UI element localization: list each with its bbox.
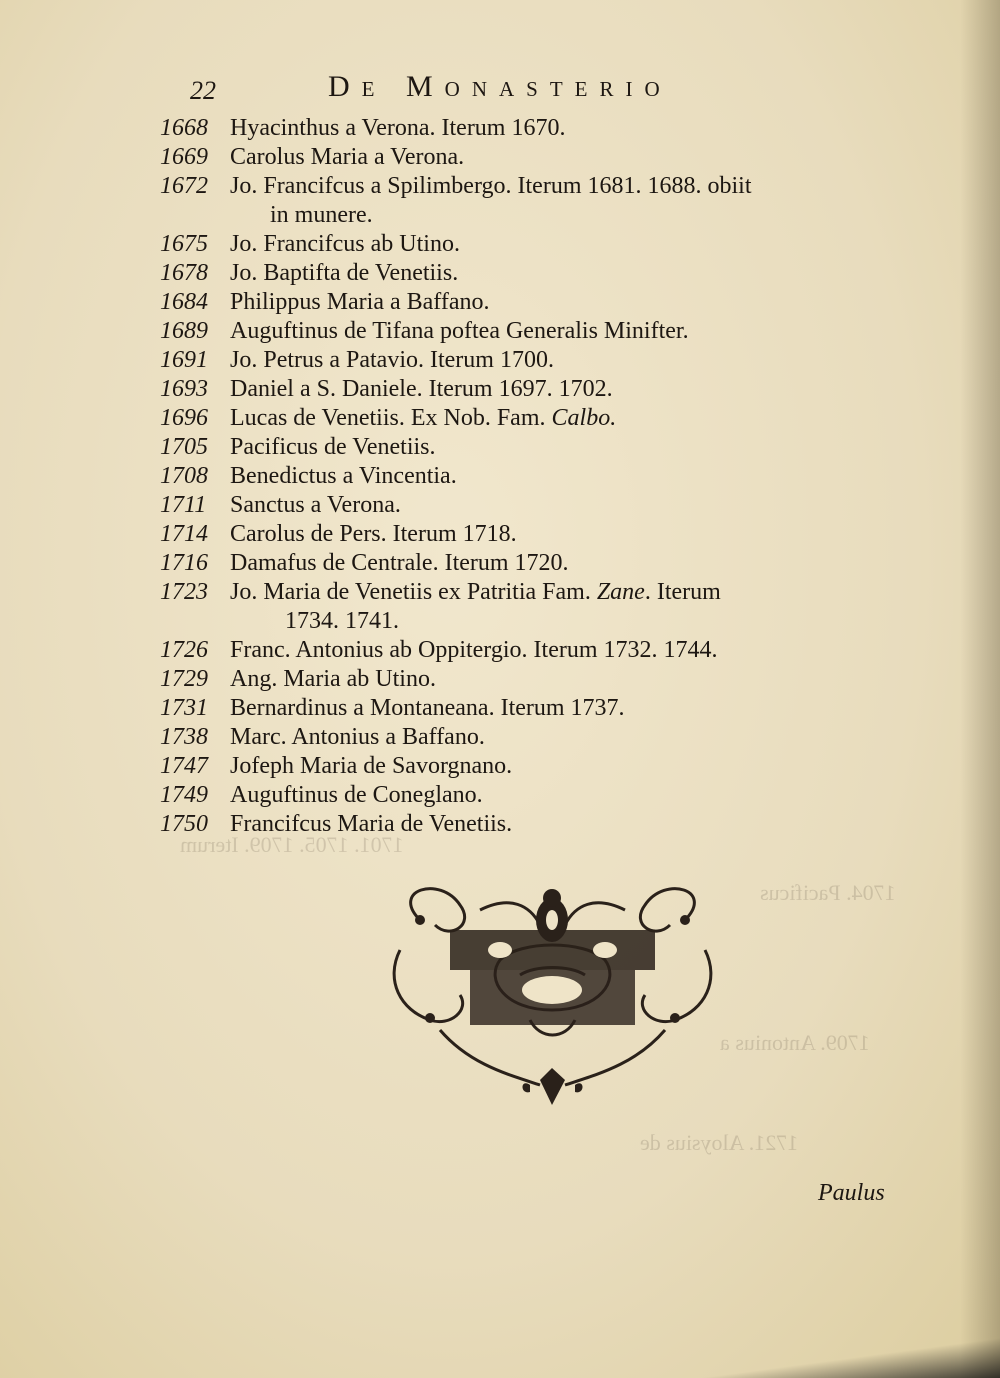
page-edge-shadow <box>960 0 1000 1378</box>
list-item <box>160 723 920 752</box>
entry-text: Jo. Baptifta de Venetiis. <box>230 260 459 286</box>
entry-text: Ang. Maria ab Utino. <box>230 666 436 692</box>
show-through-text: 1704. Pacificus <box>760 880 896 905</box>
entry-text: Bernardinus a Montaneana. Iterum 1737. <box>230 695 625 721</box>
entry-text: Sanctus a Verona. <box>230 492 401 518</box>
tailpiece-ornament <box>380 880 725 1110</box>
list-item <box>160 346 920 375</box>
entry-year: 1731 <box>160 695 208 721</box>
entry-year: 1675 <box>160 231 208 257</box>
entry-continuation: in munere. <box>270 202 373 228</box>
entry-text: Francifcus Maria de Venetiis. <box>230 811 513 837</box>
entry-text <box>230 404 616 433</box>
catchword: Paulus <box>818 1180 885 1206</box>
list-item <box>160 752 920 781</box>
entry-text: Daniel a S. Daniele. Iterum 1697. 1702. <box>230 376 613 402</box>
entry-text-main: Lucas de Venetiis. Ex Nob. Fam. <box>230 405 546 431</box>
entry-year: 1678 <box>160 260 208 286</box>
list-item <box>160 694 920 723</box>
show-through-text: 1721. Aloysius de <box>640 1130 799 1155</box>
entry-year: 1672 <box>160 173 208 199</box>
entry-text-main: Jo. Maria de Venetiis ex Patritia Fam. <box>230 579 591 605</box>
list-item <box>160 578 920 607</box>
entry-text: Carolus Maria a Verona. <box>230 144 465 170</box>
running-head <box>190 70 750 110</box>
entry-text: Hyacinthus a Verona. Iterum 1670. <box>230 115 566 141</box>
entry-text: Franc. Antonius ab Oppitergio. Iterum 1732. 1744. <box>230 637 718 663</box>
page-title: De Monasterio <box>328 70 672 103</box>
show-through-text: 1709. Antonius a <box>720 1030 870 1055</box>
list-item <box>160 520 920 549</box>
entry-text: Carolus de Pers. Iterum 1718. <box>230 521 517 547</box>
entry-year: 1684 <box>160 289 208 315</box>
entry-year: 1749 <box>160 782 208 808</box>
list-item <box>160 375 920 404</box>
entry-text-after: . Iterum <box>644 579 721 605</box>
entry-text: Auguftinus de Coneglano. <box>230 782 483 808</box>
list-item <box>160 230 920 259</box>
list-item <box>160 433 920 462</box>
entry-text: Jofeph Maria de Savorgnano. <box>230 753 513 779</box>
list-item <box>160 491 920 520</box>
entry-text: Pacificus de Venetiis. <box>230 434 436 460</box>
entry-text: Jo. Francifcus ab Utino. <box>230 231 460 257</box>
family-name: Calbo. <box>551 405 617 431</box>
entry-year: 1696 <box>160 405 208 431</box>
show-through-text: 1701. 1705. 1709. Iterum <box>180 832 404 857</box>
list-item <box>160 404 920 433</box>
entry-text: Jo. Francifcus a Spilimbergo. Iterum 1681. 1688. obiit <box>230 173 752 199</box>
list-item <box>160 317 920 346</box>
list-item <box>160 549 920 578</box>
entry-year: 1716 <box>160 550 208 576</box>
entry-text: Damafus de Centrale. Iterum 1720. <box>230 550 569 576</box>
entry-text: Jo. Petrus a Patavio. Iterum 1700. <box>230 347 554 373</box>
entry-year: 1738 <box>160 724 208 750</box>
entry-year: 1750 <box>160 811 208 837</box>
entry-year: 1689 <box>160 318 208 344</box>
entry-year: 1691 <box>160 347 208 373</box>
list-item <box>160 665 920 694</box>
list-item <box>160 288 920 317</box>
list-item <box>160 114 920 143</box>
entry-year: 1693 <box>160 376 208 402</box>
entry-year: 1723 <box>160 579 208 605</box>
page-corner-shadow <box>700 1338 1000 1378</box>
entry-text <box>230 578 721 607</box>
list-item <box>160 810 920 839</box>
entry-text: Philippus Maria a Baffano. <box>230 289 490 315</box>
list-item <box>160 259 920 288</box>
family-name: Zane <box>596 579 645 605</box>
guardian-list <box>160 114 920 839</box>
list-item <box>160 462 920 491</box>
entry-year: 1705 <box>160 434 208 460</box>
list-item <box>160 781 920 810</box>
entry-year: 1711 <box>160 492 207 518</box>
entry-text: Benedictus a Vincentia. <box>230 463 457 489</box>
entry-year: 1726 <box>160 637 208 663</box>
entry-year: 1729 <box>160 666 208 692</box>
entry-year: 1714 <box>160 521 208 547</box>
entry-year: 1747 <box>160 753 208 779</box>
entry-continuation: 1734. 1741. <box>285 608 399 634</box>
list-item <box>160 636 920 665</box>
page-number: 22 <box>190 76 216 105</box>
list-item <box>160 143 920 172</box>
entry-year: 1669 <box>160 144 208 170</box>
entry-text: Marc. Antonius a Baffano. <box>230 724 485 750</box>
list-item <box>160 172 920 201</box>
entry-year: 1708 <box>160 463 208 489</box>
entry-year: 1668 <box>160 115 208 141</box>
entry-text: Auguftinus de Tifana poftea Generalis Minifter. <box>230 318 689 344</box>
